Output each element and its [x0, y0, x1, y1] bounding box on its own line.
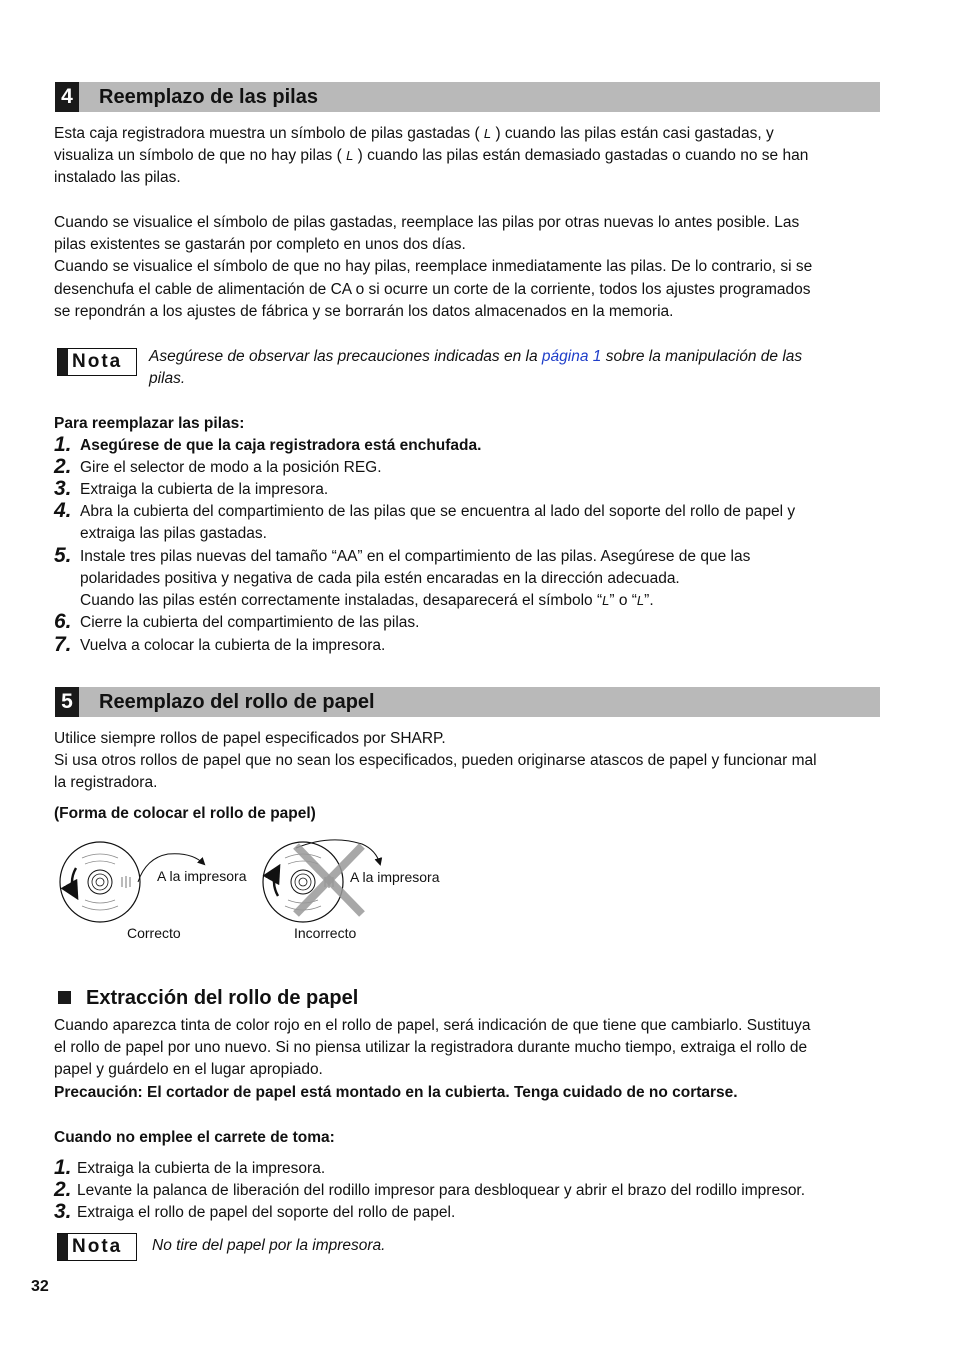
square-bullet-icon: [58, 991, 71, 1004]
paragraph-line: Utilice siempre rollos de papel especificados por SHARP.: [54, 730, 446, 747]
correct-arrow-label: A la impresora: [157, 868, 247, 884]
step-text: Cierre la cubierta del compartimiento de las pilas.: [80, 614, 420, 631]
step-text: Asegúrese de que la caja registradora está enchufada.: [80, 437, 482, 454]
nota-badge: [57, 1233, 137, 1261]
battery-warning-paragraph: [54, 212, 880, 323]
incorrect-caption: Incorrecto: [294, 925, 357, 941]
paragraph-line: la registradora.: [54, 774, 158, 792]
paragraph-line: desenchufa el cable de alimentación de CA o si ocurre un corte de la corriente, todos los ajustes programados: [54, 280, 811, 298]
step-text: Extraiga la cubierta de la impresora.: [77, 1160, 326, 1177]
nota-block: [58, 1234, 68, 1260]
step-number: 1.: [54, 433, 72, 456]
nota-text: [149, 346, 880, 390]
step-line: extraiga las pilas gastadas.: [80, 525, 267, 543]
subsection-title: Extracción del rollo de papel: [86, 987, 359, 1009]
figure-heading: (Forma de colocar el rollo de papel): [54, 805, 316, 822]
paper-roll-figure: [0, 830, 954, 950]
step-text: [80, 546, 880, 613]
step-number: 4.: [54, 499, 72, 522]
intro-text: ) cuando las pilas están demasiado gastadas o cuando no se han: [357, 147, 809, 165]
removal-steps-heading: Cuando no emplee el carrete de toma:: [54, 1129, 335, 1146]
step-number: 3.: [54, 1200, 72, 1223]
nota-text: No tire del papel por la impresora.: [152, 1237, 386, 1254]
nota-text-part: Asegúrese de observar las precauciones indicadas en la: [149, 348, 542, 365]
step-line: Abra la cubierta del compartimiento de las pilas que se encuentra al lado del soporte del rollo de papel y: [80, 503, 796, 520]
page-number: 32: [31, 1278, 49, 1295]
nota-text-part: sobre la manipulación de las: [601, 348, 803, 365]
incorrect-arrow-label: A la impresora: [350, 869, 440, 885]
page-link[interactable]: página 1: [541, 348, 602, 365]
step-line: Cuando las pilas estén correctamente instaladas, desaparecerá el símbolo “: [80, 592, 603, 610]
paragraph-line: se repondrán a los ajustes de fábrica y se borrarán los datos almacenados en la memoria.: [54, 302, 674, 320]
intro-text: visualiza un símbolo de que no hay pilas (: [54, 147, 342, 165]
step-line: polaridades positiva y negativa de cada pila estén encaradas en la dirección adecuada.: [80, 570, 680, 588]
intro-text: instalado las pilas.: [54, 169, 181, 187]
paper-roll-paragraph: [54, 728, 880, 795]
low-battery-symbol-icon: L: [483, 126, 492, 141]
step-number: 3.: [54, 477, 72, 500]
no-battery-symbol-icon: L: [346, 148, 354, 164]
step-text: Gire el selector de modo a la posición REG.: [80, 459, 382, 476]
step-number: 5.: [54, 544, 72, 567]
step-line: Instale tres pilas nuevas del tamaño “AA” en el compartimiento de las pilas. Asegúrese de que las: [80, 548, 751, 565]
nota-label: Nota: [72, 1236, 123, 1257]
removal-paragraph: [54, 1015, 880, 1104]
nota-block: [58, 349, 68, 375]
step-text: [80, 501, 880, 545]
intro-paragraph: [54, 123, 880, 190]
section-4-title: Reemplazo de las pilas: [99, 86, 318, 108]
intro-text: Esta caja registradora muestra un símbolo de pilas gastadas (: [54, 125, 480, 142]
nota-badge: [57, 348, 137, 376]
step-number: 6.: [54, 610, 72, 633]
paragraph-line: pilas existentes se gastarán por completo en unos dos días.: [54, 236, 466, 254]
paragraph-line: Cuando se visualice el símbolo de que no hay pilas, reemplace inmediatamente las pilas. De lo contrario, si se: [54, 258, 813, 276]
no-battery-symbol-icon: L: [636, 593, 645, 609]
steps-heading: Para reemplazar las pilas:: [54, 415, 245, 432]
step-line: ” o “: [609, 592, 637, 610]
section-4-header: [55, 82, 880, 112]
step-text: Levante la palanca de liberación del rodillo impresor para desbloquear y abrir el brazo del rodillo impresor.: [77, 1182, 806, 1199]
step-line: ”.: [644, 592, 654, 610]
paragraph-line: papel y guárdelo en el lugar apropiado.: [54, 1061, 323, 1079]
paragraph-line: el rollo de papel por uno nuevo. Si no piensa utilizar la registradora durante mucho tiempo, extraiga el rollo de: [54, 1039, 808, 1057]
step-text: Extraiga la cubierta de la impresora.: [80, 481, 329, 498]
step-number: 2.: [54, 1178, 72, 1201]
nota-text-part: pilas.: [149, 370, 186, 388]
step-number: 7.: [54, 633, 72, 656]
paragraph-line: Cuando se visualice el símbolo de pilas gastadas, reemplace las pilas por otras nuevas lo antes posible. Las: [54, 214, 800, 231]
step-number: 2.: [54, 455, 72, 478]
section-5-number: 5: [55, 687, 79, 717]
low-battery-symbol-icon: L: [602, 593, 610, 609]
step-number: 1.: [54, 1156, 72, 1179]
section-5-title: Reemplazo del rollo de papel: [99, 691, 375, 713]
step-text: Extraiga el rollo de papel del soporte del rollo de papel.: [77, 1204, 456, 1221]
paragraph-line: Si usa otros rollos de papel que no sean los especificados, pueden originarse atascos de papel y funcionar mal: [54, 752, 817, 770]
caution-text: Precaución: El cortador de papel está montado en la cubierta. Tenga cuidado de no cortarse.: [54, 1083, 738, 1101]
intro-text: ) cuando las pilas están casi gastadas, y: [495, 125, 774, 142]
nota-label: Nota: [72, 351, 123, 372]
section-4-number: 4: [55, 82, 79, 112]
paragraph-line: Cuando aparezca tinta de color rojo en el rollo de papel, será indicación de que tiene que cambiarlo. Sustituya: [54, 1017, 811, 1034]
step-text: Vuelva a colocar la cubierta de la impresora.: [80, 637, 386, 654]
section-5-header: [55, 687, 880, 717]
correct-caption: Correcto: [127, 925, 181, 941]
